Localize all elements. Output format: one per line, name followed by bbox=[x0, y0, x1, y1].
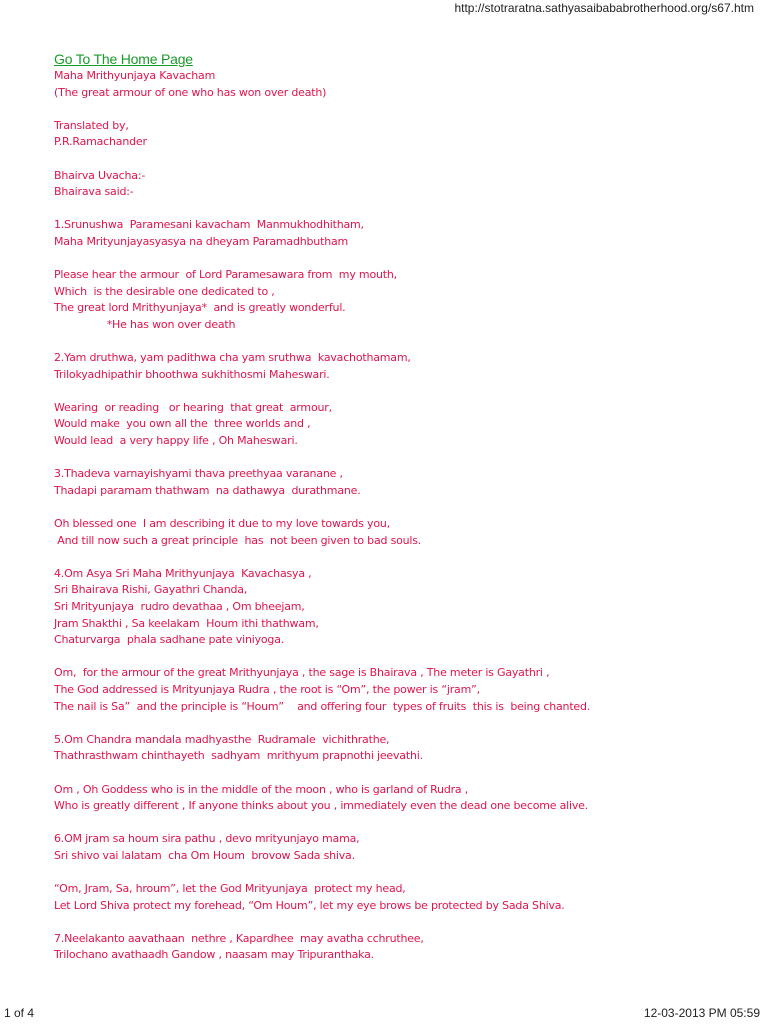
text-line: 1.Srunushwa Paramesani kavacham Manmukhodhitham, bbox=[54, 218, 364, 232]
text-line: 4.Om Asya Sri Maha Mrithyunjaya Kavachasya , bbox=[54, 566, 312, 580]
text-line: Bhairva Uvacha:- bbox=[54, 168, 146, 182]
paragraph bbox=[54, 881, 754, 914]
print-timestamp: 12-03-2013 PM 05:59 bbox=[643, 1006, 760, 1020]
text-line: Oh blessed one I am describing it due to my love towards you, bbox=[54, 517, 390, 531]
text-line: The nail is Sa” and the principle is “Houm” and offering four types of fruits this is being chanted. bbox=[54, 699, 591, 713]
text-line: 3.Thadeva varnayishyami thava preethyaa varanane , bbox=[54, 467, 343, 481]
text-line: Sri Mrityunjaya rudro devathaa , Om bheejam, bbox=[54, 600, 305, 613]
text-line: The great lord Mrithyunjaya* and is greatly wonderful. bbox=[54, 301, 346, 315]
text-line: Who is greatly different , If anyone thinks about you , immediately even the dead one become alive. bbox=[54, 799, 589, 813]
text-line: Sri shivo vai lalatam cha Om Houm brovow Sada shiva. bbox=[54, 848, 355, 862]
home-page-link[interactable]: Go To The Home Page bbox=[54, 51, 193, 67]
text-line: The God addressed is Mrityunjaya Rudra , the root is “Om”, the power is “jram”, bbox=[54, 682, 480, 696]
text-line: Sri Bhairava Rishi, Gayathri Chanda, bbox=[54, 583, 248, 597]
paragraph bbox=[54, 466, 754, 499]
paragraph bbox=[54, 350, 754, 383]
text-line: Wearing or reading or hearing that great armour, bbox=[54, 400, 332, 414]
text-line: 2.Yam druthwa, yam padithwa cha yam sruthwa kavachothamam, bbox=[54, 351, 411, 365]
paragraph bbox=[54, 267, 754, 333]
text-line: Would make you own all the three worlds and , bbox=[54, 417, 311, 431]
document-body bbox=[54, 50, 754, 981]
paragraph bbox=[54, 516, 754, 549]
text-line: Translated by, bbox=[54, 118, 129, 132]
text-line: Trilochano avathaadh Gandow , naasam may Tripuranthaka. bbox=[54, 948, 374, 962]
paragraph bbox=[54, 732, 754, 765]
text-line: “Om, Jram, Sa, hroum”, let the God Mrityunjaya protect my head, bbox=[54, 882, 406, 896]
text-line: 5.Om Chandra mandala madhyasthe Rudramale vichithrathe, bbox=[54, 732, 390, 746]
page-number: 1 of 4 bbox=[4, 1006, 35, 1020]
text-line: *He has won over death bbox=[54, 317, 236, 331]
paragraph bbox=[54, 782, 754, 815]
text-line: Om , Oh Goddess who is in the middle of the moon , who is garland of Rudra , bbox=[54, 782, 469, 796]
text-line: Trilokyadhipathir bhoothwa sukhithosmi Maheswari. bbox=[54, 367, 330, 381]
page-url: http://stotraratna.sathyasaibababrotherhood.org/s67.htm bbox=[454, 1, 754, 15]
paragraph bbox=[54, 665, 754, 715]
text-line: Which is the desirable one dedicated to , bbox=[54, 284, 275, 298]
paragraph bbox=[54, 168, 754, 201]
text-line: Maha Mrityunjayasyasya na dheyam Paramadhbutham bbox=[54, 234, 349, 248]
text-line: P.R.Ramachander bbox=[54, 135, 147, 149]
text-line: Jram Shakthi , Sa keelakam Houm ithi thathwam, bbox=[54, 616, 319, 630]
text-line: Bhairava said:- bbox=[54, 185, 134, 199]
text-line: Would lead a very happy life , Oh Maheswari. bbox=[54, 434, 298, 448]
text-line: Thadapi paramam thathwam na dathawya durathmane. bbox=[54, 483, 361, 497]
text-line: 6.OM jram sa houm sira pathu , devo mrityunjayo mama, bbox=[54, 832, 360, 846]
text-line: Thathrasthwam chinthayeth sadhyam mrithyum prapnothi jeevathi. bbox=[54, 749, 423, 763]
paragraph bbox=[54, 68, 754, 101]
paragraph bbox=[54, 931, 754, 964]
paragraph bbox=[54, 217, 754, 250]
paragraph bbox=[54, 566, 754, 649]
paragraph bbox=[54, 118, 754, 151]
text-line: (The great armour of one who has won over death) bbox=[54, 85, 327, 99]
text-line: Please hear the armour of Lord Paramesawara from my mouth, bbox=[54, 268, 397, 282]
paragraph-list bbox=[54, 68, 754, 964]
paragraph bbox=[54, 400, 754, 450]
text-line: 7.Neelakanto aavathaan nethre , Kapardhee may avatha cchruthee, bbox=[54, 931, 424, 945]
text-line: And till now such a great principle has not been given to bad souls. bbox=[54, 533, 422, 547]
paragraph bbox=[54, 831, 754, 864]
text-line: Chaturvarga phala sadhane pate viniyoga. bbox=[54, 633, 285, 647]
text-line: Maha Mrithyunjaya Kavacham bbox=[54, 69, 216, 82]
text-line: Om, for the armour of the great Mrithyunjaya , the sage is Bhairava , The meter is Gayathri , bbox=[54, 666, 550, 680]
text-line: Let Lord Shiva protect my forehead, “Om Houm”, let my eye brows be protected by Sada Shiva. bbox=[54, 898, 565, 912]
